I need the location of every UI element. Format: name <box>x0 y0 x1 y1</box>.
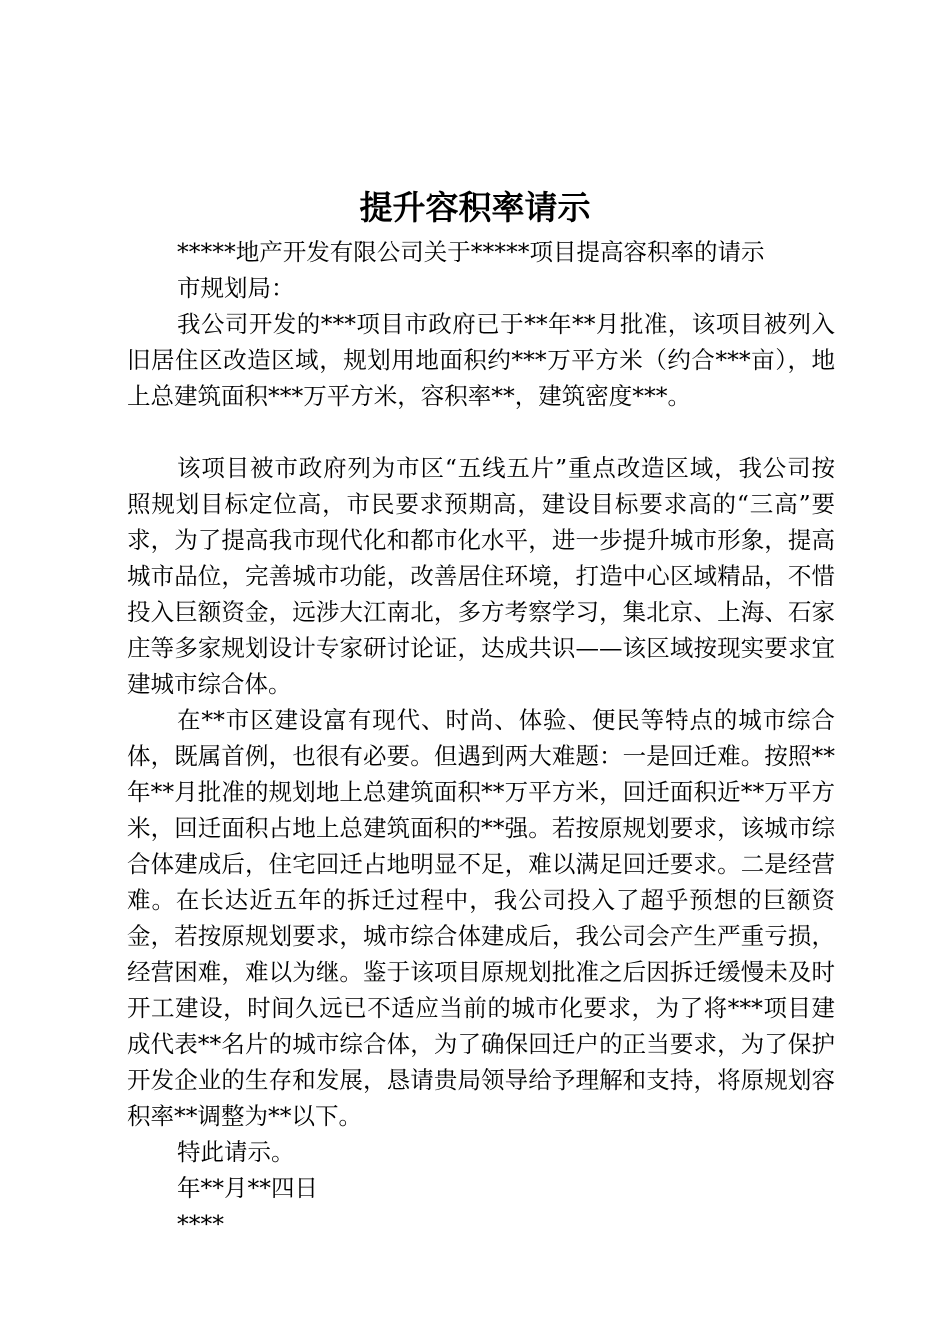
document-recipient: 市规划局： <box>177 274 295 302</box>
document-subject: *****地产开发有限公司关于*****项目提高容积率的请示 <box>177 238 765 266</box>
paragraph-difficulties-request: 在**市区建设富有现代、时尚、体验、便民等特点的城市综合体，既属首例，也很有必要。但遇到两大难题：一是回迁难。按照**年**月批准的规划地上总建筑面积**万平方米，回迁面积近**万平方米，回迁面积占地上总建筑面积的**强。若按原规划要求，该城市综合体建成后，住宅回迁占地明显不足，难以满足回迁要求。二是经营难。在长达近五年的拆迁过程中，我公司投入了超乎预想的巨额资金，若按原规划要求，城市综合体建成后，我公司会产生严重亏损，经营困难，难以为继。鉴于该项目原规划批准之后因拆迁缓慢未及时开工建设，时间久远已不适应当前的城市化要求，为了将***项目建成代表**名片的城市综合体，为了确保回迁户的正当要求，为了保护开发企业的生存和发展，恳请贵局领导给予理解和支持，将原规划容积率**调整为**以下。 <box>127 706 835 1130</box>
document-body <box>127 234 835 1242</box>
paragraph-spacer <box>127 414 835 450</box>
document-date: 年**月**四日 <box>177 1174 318 1202</box>
paragraph-project-overview: 我公司开发的***项目市政府已于**年**月批准，该项目被列入旧居住区改造区域，规划用地面积约***万平方米（约合***亩），地上总建筑面积***万平方米，容积率**，建筑密度***。 <box>127 310 835 410</box>
document-closing: 特此请示。 <box>177 1138 295 1166</box>
document-signature: **** <box>177 1210 224 1238</box>
document-title: 提升容积率请示 <box>359 188 591 227</box>
paragraph-planning-background: 该项目被市政府列为市区“五线五片”重点改造区域，我公司按照规划目标定位高，市民要求预期高，建设目标要求高的“三高”要求，为了提高我市现代化和都市化水平，进一步提升城市形象，提高城市品位，完善城市功能，改善居住环境，打造中心区域精品，不惜投入巨额资金，远涉大江南北，多方考察学习，集北京、上海、石家庄等多家规划设计专家研讨论证，达成共识——该区域按现实要求宜建城市综合体。 <box>127 454 835 698</box>
